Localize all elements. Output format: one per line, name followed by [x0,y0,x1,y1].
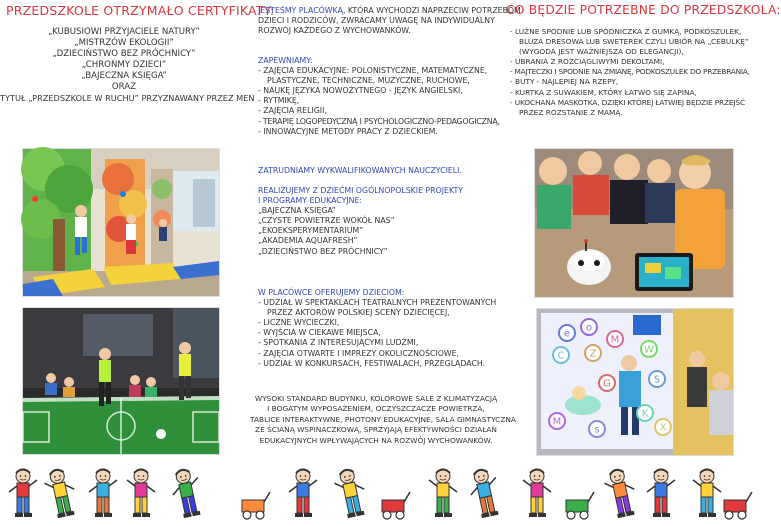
letter-bubble-char: Z [589,348,597,360]
project-item: „CZYSTE POWIETRZE WOKÓŁ NAS” [258,216,395,226]
needs-item: - LUŹNE SPODNIE LUB SPÓDNICZKA Z GUMKĄ, PODKOSZULEK, [510,27,742,36]
climbing-wall-illustration [23,149,219,296]
building-line: WYSOKI STANDARD BUDYNKU, KOLOROWE SALE Z KLIMATYZACJĄ [254,394,498,403]
building-line: TABLICE INTERAKTYWNE, PHOTONY EDUKACYJNE, SALA GIMNASTYCZNA [250,414,516,424]
needs-item: BLUZA DRESOWA LUB SWETEREK CZYLI UBIÓR NA „CEBULKĘ” [519,37,749,47]
needs-column [504,0,781,470]
cartoon-kid-icon [124,466,158,522]
needs-item: - KURTKA Z SUWAKIEM, KTÓRY ŁATWO SIĘ ZAPINA, [510,87,697,97]
cartoon-kid-icon [426,466,460,522]
offer-item: - ZAJĘCIA EDUKACYJNE: POLONISTYCZNE, MATEMATYCZNE, [258,66,488,76]
needs-list [510,27,750,118]
offer-section [258,56,502,137]
certificate-item: „BAJECZNA KSIĘGA” [81,71,167,81]
climbing-wall-photo [22,148,220,297]
interactive-board-photo [536,308,734,456]
about-column [250,0,521,470]
letter-bubble-char: C [557,350,565,362]
needs-item: PRZEZ ROZSTANIE Z MAMĄ. [519,107,623,117]
offer2-item: PRZEZ AKTORÓW POLSKIEJ SCENY DZIECIĘCEJ, [267,308,450,318]
letter-bubble-char: X [659,422,667,434]
cartoon-kid-icon [44,466,78,522]
certificates-list [0,27,255,104]
robot-tablet-illustration [535,149,733,297]
certificate-item: TYTUŁ „PRZEDSZKOLE W RUCHU” PRZYZNAWANY PRZEZ MEN [0,93,255,103]
offer-item: PLASTYCZNE, TECHNICZNE, MUZYCZNE, RUCHOWE, [267,76,470,86]
toy-cart-icon [562,466,596,522]
building-line: I BOGATYM WYPOSAŻENIEM, OCZYSZCZACZE POWIETRZA, [267,404,485,414]
letter-bubble-char: M [552,416,562,428]
cartoon-kid-icon [334,466,368,522]
certificate-item: „MISTRZÓW EKOLOGII” [74,38,174,48]
offer2-item: - LICZNE WYCIECZKI, [258,318,340,328]
interactive-board-illustration [537,309,733,455]
cartoon-kid-icon [170,466,204,522]
offer2-heading: W PLACÓWCE OFERUJEMY DZIECIOM: [258,288,405,297]
offer2-item: - UDZIAŁ W KONKURSACH, FESTIWALACH, PRZEGLĄDACH. [258,358,486,368]
offer-item: - TERAPIĘ LOGOPEDYCZNĄ I PSYCHOLOGICZNO-PEDAGOGICZNĄ, [258,116,500,126]
toy-cart-icon [238,466,272,522]
certificate-item: „DZIECIŃSTWO BEZ PRÓCHNICY” [52,49,196,59]
certificates-column [0,0,275,470]
building-paragraph [250,394,516,446]
intro-line: ROZWÓJ KAŻDEGO Z WYCHOWANKÓW. [258,26,411,36]
intro-line: KTÓRA WYCHODZI NAPRZECIW POTRZEBOM [345,6,521,15]
needs-item: - UKOCHANA MASKOTKA, DZIĘKI KTÓREJ ŁATWIEJ BĘDZIE PRZEJŚĆ [510,97,746,107]
projects-list [258,206,502,256]
robot-tablet-photo [534,148,734,298]
toy-cart-icon [378,466,412,522]
letter-bubble-char: G [603,378,611,390]
needs-title: CO BĘDZIE POTRZEBNE DO PRZEDSZKOLA: [506,3,781,17]
staff-statement: ZATRUDNIAMY WYKWALIFIKOWANYCH NAUCZYCIELI. [258,166,462,175]
interactive-floor-photo [22,307,220,455]
projects-heading: I PROGRAMY EDUKACYJNE: [258,196,363,206]
offer-item: - ZAJĘCIA RELIGII, [258,106,327,116]
offer2-list [258,298,502,369]
letter-bubble-char: s [594,424,600,436]
interactive-floor-illustration [23,308,219,454]
project-item: „AKADEMIA AQUAFRESH” [258,236,358,246]
cartoon-kid-icon [644,466,678,522]
offer-heading: ZAPEWNIAMY: [258,56,313,65]
intro-line: DZIECI I RODZICÓW, ZWRACAMY UWAGĘ NA INDYWIDUALNY [258,16,495,26]
toy-cart-icon [720,466,754,522]
offer-item: - NAUKĘ JĘZYKA NOWOŻYTNEGO - JĘZYK ANGIELSKI, [258,86,463,96]
building-line: EDUKACYJNYCH WPŁYWAJĄCYCH NA ROZWÓJ WYCHOWANKÓW. [259,435,493,445]
cartoon-kid-icon [86,466,120,522]
letter-bubble-char: W [644,344,654,356]
letter-bubble-char: M [610,334,620,346]
needs-item: - UBRANIA Z ROZCIĄGLIWYMI DEKOLTAMI, [510,57,665,67]
certificates-title: PRZEDSZKOLE OTRZYMAŁO CERTYFIKATY: [6,3,275,18]
needs-item: (WYGODA JEST WAŻNIEJSZA OD ELEGANCJI), [519,47,684,57]
cartoon-kid-icon [286,466,320,522]
projects-heading: REALIZUJEMY Z DZIEĆMI OGÓLNOPOLSKIE PROJEKTY [258,186,463,195]
offer2-section [258,288,502,369]
certificate-conjunction: ORAZ [111,82,137,92]
needs-item: - MAJTECZKI I SPODNIE NA ZMIANĘ, PODKOSZULEK DO PRZEBRANIA, [510,67,750,77]
cartoon-kid-icon [604,466,638,522]
project-item: „BAJECZNA KSIĘGA” [258,206,336,216]
projects-section [258,186,502,257]
offer2-item: - ZAJĘCIA OTWARTE I IMPREZY OKOLICZNOŚCIOWE, [258,348,460,358]
offer2-item: - UDZIAŁ W SPEKTAKLACH TEATRALNYCH PREZENTOWANYCH [258,298,497,308]
offer-list [258,66,502,137]
intro-paragraph [258,6,521,36]
cartoon-kid-icon [520,466,554,522]
certificate-item: „KUBUSIOWI PRZYJACIELE NATURY” [47,27,200,37]
needs-item: - BUTY - NAJLEPIEJ NA RZEPY, [510,77,619,87]
project-item: „DZIECIŃSTWO BEZ PRÓCHNICY” [258,246,388,256]
letter-bubble-char: e [563,328,571,340]
intro-lead: JESTEŚMY PLACÓWKĄ, [258,6,346,15]
letter-bubble-char: S [653,374,661,386]
project-item: „EKOEKSPERYMENTARIUM” [258,226,364,236]
offer2-item: - WYJŚCIA W CIEKAWE MIEJSCA, [258,328,381,338]
offer2-item: - SPOTKANIA Z INTERESUJĄCYMI LUDŹMI, [258,338,419,348]
kids-footer-decoration [0,466,750,524]
letter-bubble-char: o [585,322,593,334]
cartoon-kid-icon [690,466,724,522]
cartoon-kid-icon [468,466,502,522]
building-line: ZE ŚCIANĄ WSPINACZKOWĄ, SPRZYJAJĄ EFEKTYWNOŚCI DZIAŁAŃ [255,425,497,435]
offer-item: - RYTMIKĘ, [258,96,300,106]
certificate-item: „CHROŃMY DZIECI” [81,60,167,70]
cartoon-kid-icon [6,466,40,522]
offer-item: - INNOWACYJNE METODY PRACY Z DZIECKIEM. [258,126,438,136]
letter-bubble-char: K [641,408,649,420]
